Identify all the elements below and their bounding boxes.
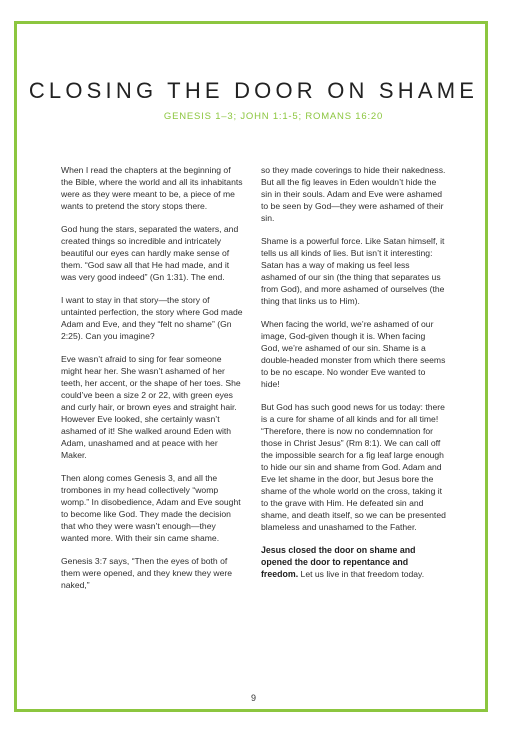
closing-bold-text: Jesus closed the door on shame and opened the door to repentance and freedom.: [261, 545, 416, 579]
paragraph: When facing the world, we’re ashamed of our image, God-given though it is. When facing God, we’re ashamed of our sin. Shame is a double-headed monster from which there seems to be no escape. No wonder Eve wanted to hide!: [261, 319, 446, 389]
right-column: [261, 164, 446, 591]
paragraph: Eve wasn’t afraid to sing for fear someone might hear her. She wasn’t ashamed of her teeth, her accent, or the shape of her toes. She could’ve been a size 2 or 22, with green eyes and curly hair, or brown eyes and straight hair. However Eve looked, she certainly wasn’t ashamed of it! She walked around Eden with Adam, unashamed and at peace with her Maker.: [61, 354, 241, 460]
paragraph: I want to stay in that story—the story of untainted perfection, the story where God made Adam and Eve, and they “felt no shame” (Gn 2:25). Can you imagine?: [61, 295, 243, 341]
left-column: [61, 164, 244, 602]
scripture-references: GENESIS 1–3; JOHN 1:1-5; ROMANS 16:20: [163, 111, 384, 122]
paragraph: But God has such good news for us today: there is a cure for shame of all kinds and for all time! “Therefore, there is now no condemnation for those in Christ Jesus” (Rm 8:1). We can call off the impossible search for a fig leaf large enough to hide our sin and shame from God. Adam and Eve let shame in the door, but Jesus bore the shame of the whole world on the cross, taking it to the grave with Him. He defeated sin and shame, and death itself, so we can be presented blameless and unashamed to the Father.: [261, 402, 446, 532]
closing-tail-text: Let us live in that freedom today.: [298, 569, 425, 579]
page-title: CLOSING THE DOOR ON SHAME: [28, 78, 479, 103]
paragraph: Genesis 3:7 says, “Then the eyes of both of them were opened, and they knew they were naked,”: [61, 556, 233, 590]
closing-paragraph: [261, 544, 446, 580]
paragraph: When I read the chapters at the beginning of the Bible, where the world and all its inhabitants were as they were meant to be, a piece of me wants to pretend the story stops there.: [61, 165, 243, 211]
paragraph: God hung the stars, separated the waters, and created things so incredible and intricately beautiful our eyes can hardly make sense of them. “God saw all that He had made, and it was very good indeed” (Gn 1:31). The end.: [61, 224, 239, 282]
paragraph: Shame is a powerful force. Like Satan himself, it tells us all kinds of lies. But isn’t it interesting: Satan has a way of making us feel less ashamed of our sin (the thing that separates us from God), and more ashamed of ourselves (the thing that links us to Him).: [261, 236, 445, 306]
paragraph: Then along comes Genesis 3, and all the trombones in my head collectively “womp womp.” In disobedience, Adam and Eve sought to become like God. They made the decision that who they were wasn’t enough—they wanted more. With their sin came shame.: [61, 473, 241, 543]
page-number: 9: [250, 693, 256, 703]
paragraph: so they made coverings to hide their nakedness. But all the fig leaves in Eden wouldn’t hide the sin in their souls. Adam and Eve were ashamed to be seen by God—they were ashamed of their sin.: [261, 165, 446, 223]
